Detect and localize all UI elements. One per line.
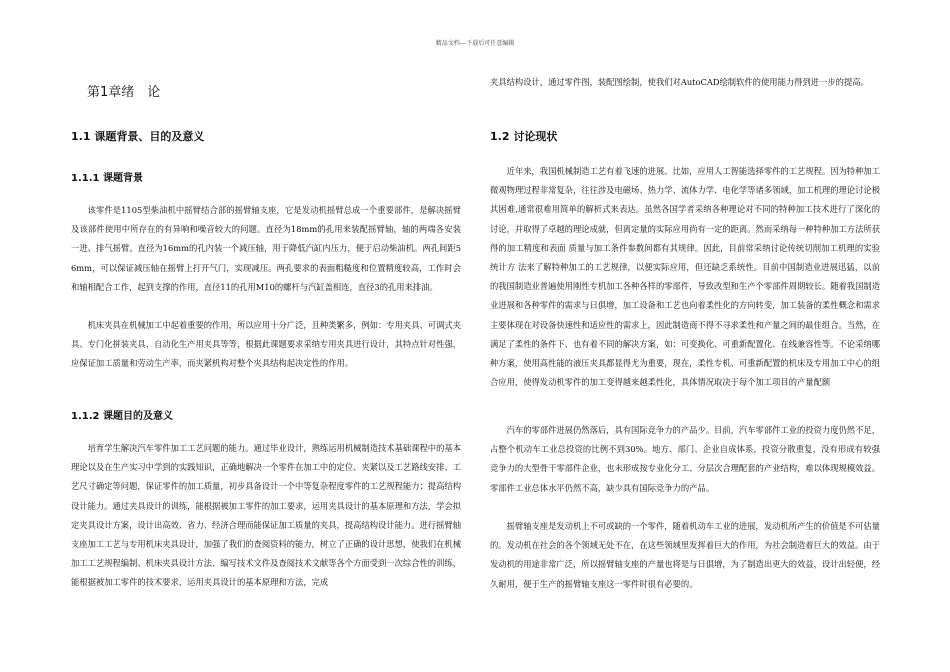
- section-heading-1-1: 1.1 课题背景、目的及意义: [71, 130, 205, 143]
- paragraph-background-2: 机床夹具在机械加工中起着重要的作用，所以应用十分广泛，且种类繁多，例如：专用夹具、可调式夹具、专门化拼装夹具、自动化生产用夹具等等，根据此课题要求采纳专用夹具进行设计，其特点针对性强，应保证加工质量和劳动生产率，而夹紧机构对整个夹具结构起决定性的作用。: [71, 320, 461, 369]
- paragraph-status-2: 汽车的零部件进展仍然落后，具有国际竞争力的产品少。目前，汽车零部件工业的投资力度仍然不足，占整个机动车工业总投资的比例不到30%。地方、部门、企业自成体系，投资分散重复，没有形成有较强竞争力的大型骨干零部件企业，也未形成按专业化分工、分层次合理配套的产业结构，难以体现规模效益。零部件工业总体水平仍然不高，缺少具有国际竞争力的产品。: [490, 425, 880, 493]
- paragraph-status-3: 摇臂轴支座是发动机上不可或缺的一个零件，随着机动车工业的进展，发动机所产生的价值是不可估量的。发动机在社会的各个领域无处不在，在这些领域里发挥着巨大的作用，为社会制造着巨大的效益。由于发动机的用途非常广泛，所以摇臂轴支座的产量也将是与日俱增，为了制造出更大的效益，设计出轻便，经久耐用，便于生产的摇臂轴支座这一零件时很有必要的。: [490, 521, 880, 589]
- paragraph-status-1: 近年来，我国机械制造工艺有着飞速的进展。比如，应用人工智能选择零件的工艺规程。因为特种加工微观物理过程非常复杂，往往涉及电磁场、热力学、流体力学、电化学等诸多领域，加工机理的理论讨论极其困难,通常很难用简单的解析式来表达。虽然各国学者采纳各种理论对不同的特种加工技术进行了深化的讨论，并取得了卓越的理论成就，但离定量的实际应用尚有一定的距离。然而采纳每一种特种加工方法所获得的加工精度和表面 质量与加工条件参数间都有其规律。因此，目前常采纳讨论传统切削加工机理的实验统计方 法来了解特种加工的工艺规律，以便实际应用，但还缺乏系统性。目前中国制造业进展迅猛，以前的我国制造业普遍使用刚性专机加工各种各样的零部件，导致改型和生产个零部件周期较长。随着我国制造业进展和各种零件的需求与日俱增，加工设备和工艺也向着柔性化的方向转变，加工装备的柔性概念和需求主要体现在对设备快速性和适应性的需求上，因此制造商不得不寻求柔性和产量之间的最佳组合。当然，在满足了柔性的条件下、也有着不同的解决方案，如：可变换化、可重新配置化、在线兼容性等。不论采纳哪种方案，使用高性能的液压夹具都显得尤为重要，现在，柔性专机、可重新配置的机床及专用加工中心的组合应用，使得发动机零件的加工变得越来越柔性化，具体情况取决于每个加工项目的产量配额: [490, 166, 880, 388]
- section-heading-1-1-1: 1.1.1 课题背景: [71, 173, 143, 184]
- section-heading-1-2: 1.2 讨论现状: [490, 130, 558, 143]
- header-note: 精品文档---下载后可任意编辑: [435, 40, 515, 47]
- section-heading-1-1-2: 1.1.2 课题目的及意义: [71, 411, 173, 422]
- paragraph-continued: 夹具结构设计，通过零件图，装配图绘制，使我们对AutoCAD绘制软件的使用能力得到进一步的提高。: [490, 77, 869, 87]
- paragraph-purpose: 培育学生解决汽车零件加工工艺问题的能力。通过毕业设计，熟练运用机械制造技术基础课程中的基本理论以及在生产实习中学到的实践知识，正确地解决一个零件在加工中的定位、夹紧以及工艺路线安排、工艺尺寸确定等问题，保证零件的加工质量，初步具备设计一个中等复杂程度零件的工艺规程能力；提高结构设计能力。通过夹具设计的训练，能根据被加工零件的加工要求，运用夹具设计的基本原理和方法，学会拟定夹具设计方案，设计出高效、省力、经济合理而能保证加工质量的夹具，提高结构设计能力。进行摇臂轴支座加工工艺与专用机床夹具设计，加强了我们的查阅资料的能力，树立了正确的设计思想，使我们在机械加工工艺规程编制、机床夹具设计方法、编写技术文件及查阅技术文献等各个方面受到一次综合性的训练，能根据被加工零件的技术要求，运用夹具设计的基本原理和方法，完成: [71, 443, 461, 588]
- chapter-title: 第1章绪 论: [87, 85, 161, 100]
- paragraph-background-1: 该零件是1105型柴油机中摇臂结合部的摇臂轴支座，它是发动机摇臂总成一个重要部件，是解决摇臂及该部件使用中所存在的有异响和噪音较大的问题。直径为18mm的孔用来装配摇臂轴，轴的两端各安装一进、排气摇臂。直径为16mm的孔内装一个减压轴，用于降低汽缸内压力，便于启动柴油机。两孔间距56mm，可以保证减压轴在摇臂上打开气门，实现减压。两孔要求的表面粗糙度和位置精度较高，工作时会和轴相配合工作，起到支撑的作用，直径11的孔用M10的螺杆与汽缸盖相连，直径3的孔用来排油。: [71, 205, 461, 292]
